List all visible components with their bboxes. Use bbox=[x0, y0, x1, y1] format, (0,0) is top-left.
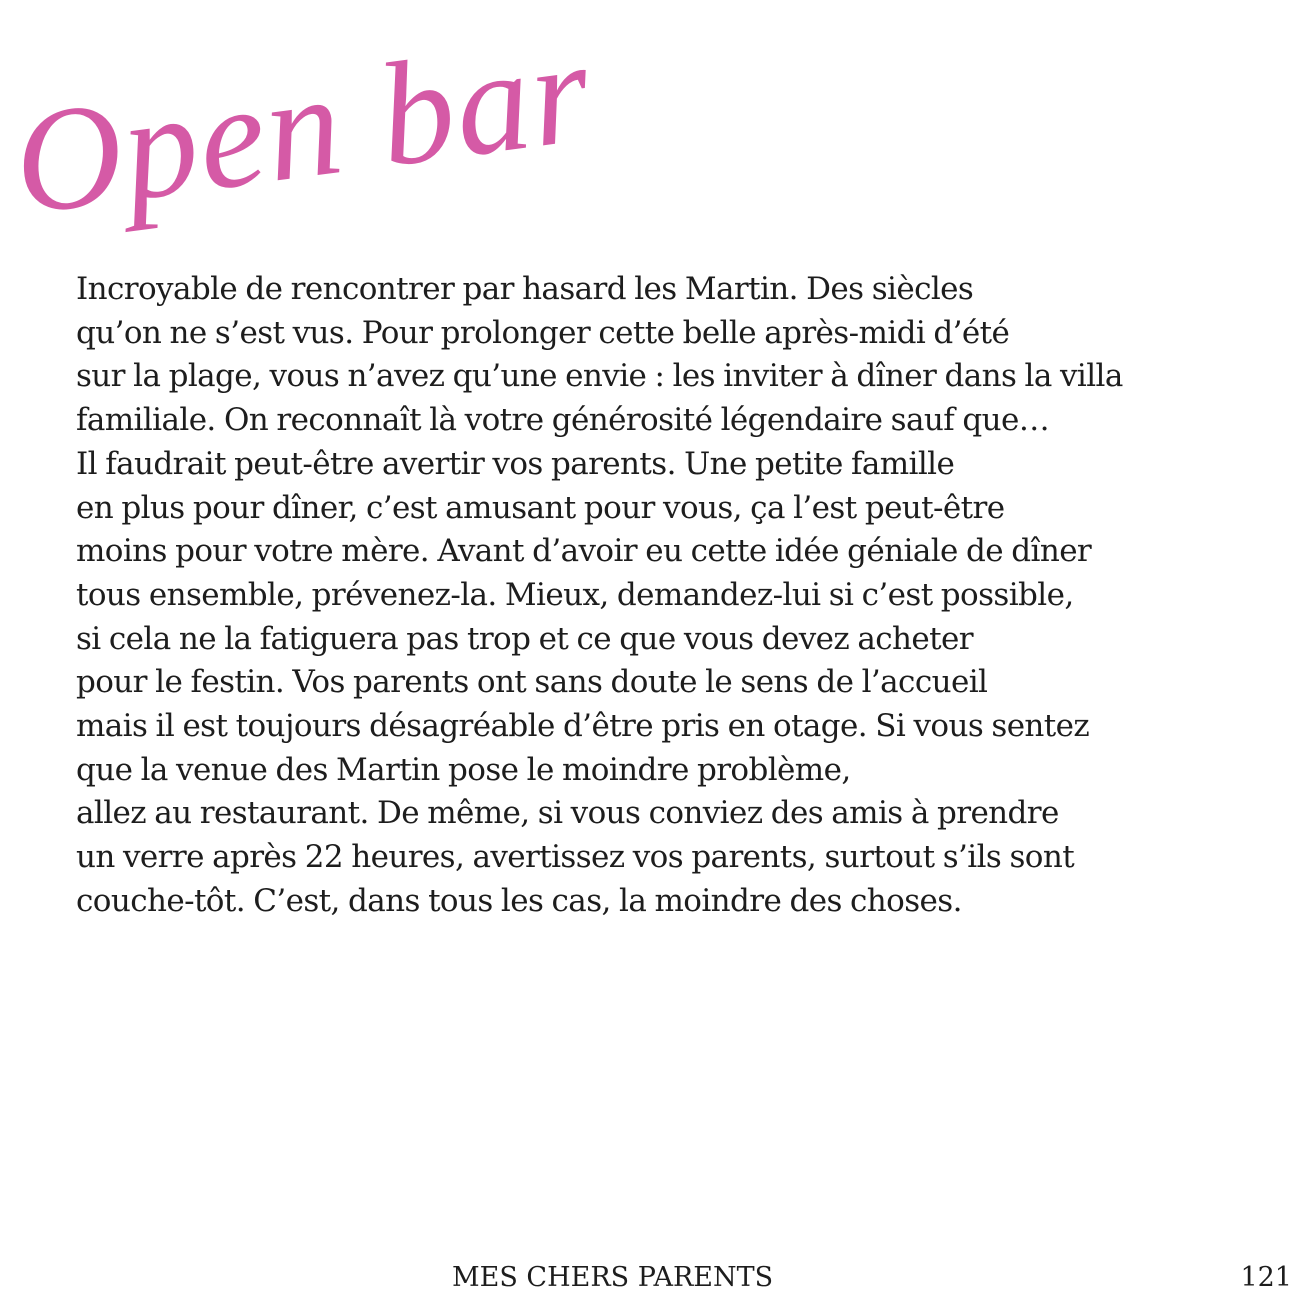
text-line: tous ensemble, prévenez-la. Mieux, demandez-lui si c’est possible, bbox=[76, 576, 1074, 613]
text-line: en plus pour dîner, c’est amusant pour vous, ça l’est peut-être bbox=[76, 489, 1005, 526]
body-paragraph bbox=[76, 268, 1236, 924]
running-footer-title: MES CHERS PARENTS bbox=[452, 1262, 774, 1293]
text-line: mais il est toujours désagréable d’être pris en otage. Si vous sentez bbox=[76, 708, 1090, 745]
text-line: que la venue des Martin pose le moindre problème, bbox=[76, 751, 851, 788]
text-line: Il faudrait peut-être avertir vos parents. Une petite famille bbox=[76, 445, 955, 482]
text-line: sur la plage, vous n’avez qu’une envie : les inviter à dîner dans la villa bbox=[76, 358, 1123, 395]
text-line: si cela ne la fatiguera pas trop et ce que vous devez acheter bbox=[76, 620, 973, 657]
text-line: un verre après 22 heures, avertissez vos parents, surtout s’ils sont bbox=[76, 839, 1075, 876]
text-line: familiale. On reconnaît là votre générosité légendaire sauf que… bbox=[76, 402, 1050, 439]
page-number: 121 bbox=[1240, 1262, 1292, 1293]
text-line: allez au restaurant. De même, si vous conviez des amis à prendre bbox=[76, 795, 1059, 832]
text-line: couche-tôt. C’est, dans tous les cas, la moindre des choses. bbox=[76, 882, 962, 919]
page-title: Open bar bbox=[4, 8, 601, 247]
text-line: Incroyable de rencontrer par hasard les Martin. Des siècles bbox=[76, 271, 974, 307]
text-line: qu’on ne s’est vus. Pour prolonger cette belle après-midi d’été bbox=[76, 314, 1010, 351]
text-line: pour le festin. Vos parents ont sans doute le sens de l’accueil bbox=[76, 664, 988, 701]
text-line: moins pour votre mère. Avant d’avoir eu cette idée géniale de dîner bbox=[76, 533, 1092, 570]
